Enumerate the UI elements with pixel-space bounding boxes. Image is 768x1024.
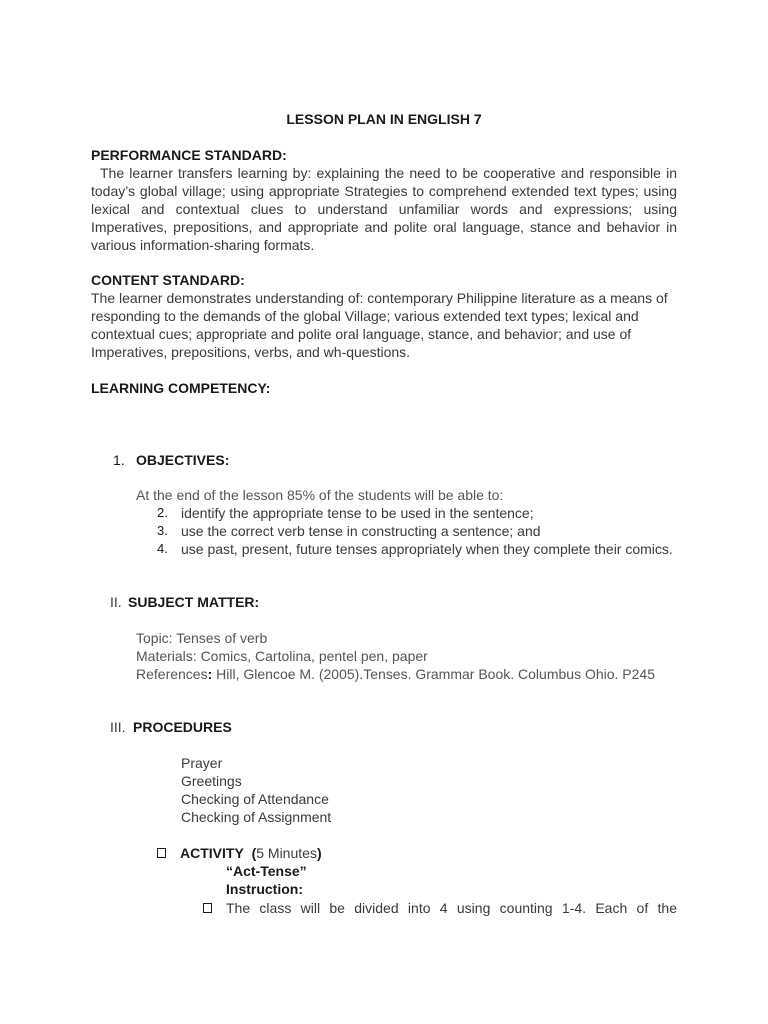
procedure-step: Prayer <box>181 755 223 771</box>
objective-text: use past, present, future tenses appropriately when they complete their comics. <box>181 541 673 557</box>
bullet-box-icon <box>157 848 166 858</box>
document-title: LESSON PLAN IN ENGLISH 7 <box>286 111 482 127</box>
references-text: Hill, Glencoe M. (2005).Tenses. Grammar Book. Columbus Ohio. P245 <box>212 666 656 682</box>
objectives-number: 1. <box>113 452 125 468</box>
objectives-heading: OBJECTIVES: <box>136 452 230 468</box>
objectives-intro: At the end of the lesson 85% of the students will be able to: <box>136 487 504 503</box>
performance-standard-heading: PERFORMANCE STANDARD: <box>91 147 287 163</box>
subject-matter-number: II. <box>110 594 122 610</box>
references-label: References <box>136 666 208 682</box>
bullet-box-icon <box>203 903 212 913</box>
objective-text: use the correct verb tense in constructing a sentence; and <box>181 523 541 539</box>
procedure-step: Checking of Assignment <box>181 809 332 825</box>
activity-close-paren: ) <box>316 845 322 861</box>
references-line <box>136 665 677 683</box>
objective-item <box>157 504 677 522</box>
objective-number: 4. <box>157 541 168 556</box>
content-standard-text: The learner demonstrates understanding of: contemporary Philippine literature as a means of responding to the demands of the global Village; various extended text types; lexical and contextual cues; appropriate and polite oral language, stance, and behavior; and use of Imperatives, prepositions, verbs, and wh-questions. <box>91 290 668 360</box>
activity-line <box>180 844 322 862</box>
instruction-text: The class will be divided into 4 using counting 1-4. Each of the <box>226 900 677 916</box>
instruction-label: Instruction: <box>226 881 303 897</box>
procedure-step: Checking of Attendance <box>181 791 329 807</box>
topic-line: Topic: Tenses of verb <box>136 630 268 646</box>
performance-standard-text: The learner transfers learning by: explaining the need to be cooperative and responsible in today’s global village; using appropriate Strategies to comprehend extended text types; using lexical and contextual clues to understand unfamiliar words and expressions; using Imperatives, prepositions, and appropriate and polite oral language, stance and behavior in various information-sharing formats. <box>91 165 677 253</box>
objective-item <box>157 540 677 558</box>
procedures-heading: PROCEDURES <box>133 719 232 735</box>
activity-open-paren: ( <box>251 845 257 861</box>
activity-label: ACTIVITY <box>180 845 244 861</box>
procedure-step: Greetings <box>181 773 242 789</box>
learning-competency-heading: LEARNING COMPETENCY: <box>91 380 271 396</box>
activity-duration: 5 Minutes <box>256 845 317 861</box>
references-colon: : <box>207 666 213 682</box>
objective-text: identify the appropriate tense to be used in the sentence; <box>181 505 534 521</box>
objective-number: 3. <box>157 523 168 538</box>
activity-name: “Act-Tense” <box>226 863 307 879</box>
content-standard-heading: CONTENT STANDARD: <box>91 272 245 288</box>
materials-line: Materials: Comics, Cartolina, pentel pen, paper <box>136 648 428 664</box>
objective-number: 2. <box>157 505 168 520</box>
procedures-number: III. <box>110 719 126 735</box>
objective-item <box>157 522 677 540</box>
subject-matter-heading: SUBJECT MATTER: <box>128 594 260 610</box>
